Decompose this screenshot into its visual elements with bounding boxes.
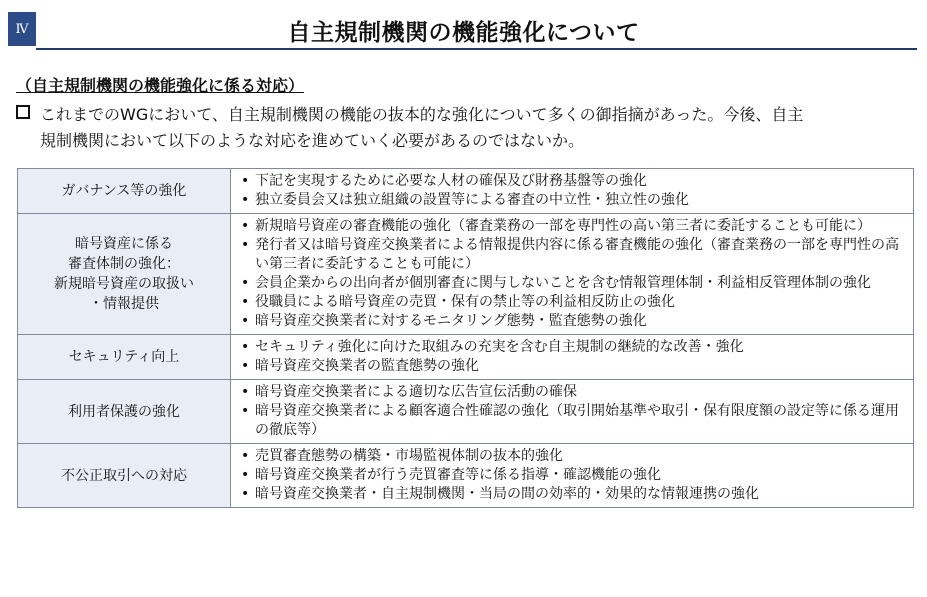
category-label: 利用者保護の強化 (68, 403, 180, 420)
category-cell (18, 169, 231, 214)
category-label: ガバナンス等の強化 (61, 183, 187, 199)
category-label: セキュリティ向上 (68, 349, 180, 365)
measures-cell (231, 380, 914, 444)
measures-cell (231, 335, 914, 380)
category-cell (18, 380, 231, 444)
measure-item: • 役職員による暗号資産の売買・保有の禁止等の利益相反防止の強化 (241, 293, 905, 312)
measure-list (241, 447, 905, 504)
category-cell (18, 335, 231, 380)
measure-item: • 下記を実現するために必要な人材の確保及び財務基盤等の強化 (241, 172, 905, 191)
measure-list (241, 383, 905, 440)
measure-list (241, 338, 905, 376)
lead-line-2: 規制機関において以下のような対応を進めていく必要があるのではないか。 (40, 131, 585, 150)
measure-item: • 売買審査態勢の構築・市場監視体制の抜本的強化 (241, 447, 905, 466)
measure-item: • 暗号資産交換業者による適切な広告宣伝活動の確保 (241, 383, 905, 402)
measure-item: • セキュリティ強化に向けた取組みの充実を含む自主規制の継続的な改善・強化 (241, 338, 905, 357)
measure-item: • 新規暗号資産の審査機能の強化（審査業務の一部を専門性の高い第三者に委託することも可能に） (241, 217, 905, 236)
table-row (18, 335, 914, 380)
measures-cell (231, 169, 914, 214)
measure-list (241, 172, 905, 210)
measure-item: • 暗号資産交換業者が行う売買審査等に係る指導・確認機能の強化 (241, 466, 905, 485)
measures-cell (231, 444, 914, 508)
category-label: ・情報提供 (89, 296, 159, 312)
category-label: 暗号資産に係る (75, 236, 173, 252)
page-title: 自主規制機関の機能強化について (287, 20, 640, 46)
category-cell (18, 214, 231, 335)
checkbox-bullet-icon (16, 105, 30, 119)
category-label: 審査体制の強化： (68, 256, 180, 272)
category-label: 不公正取引への対応 (61, 467, 187, 484)
measure-item: • 暗号資産交換業者に対するモニタリング態勢・監査態勢の強化 (241, 312, 905, 331)
category-label: 新規暗号資産の取扱い (54, 276, 194, 292)
measures-cell (231, 214, 914, 335)
measure-list (241, 217, 905, 331)
section-number-badge: Ⅳ (8, 12, 36, 46)
table-row (18, 380, 914, 444)
lead-paragraph (16, 102, 916, 154)
measure-item: • 独立委員会又は独立組織の設置等による審査の中立性・独立性の強化 (241, 191, 905, 210)
measure-item: • 暗号資産交換業者の監査態勢の強化 (241, 357, 905, 376)
measure-item: • 暗号資産交換業者による顧客適合性確認の強化（取引開始基準や取引・保有限度額の設定等に係る運用の徹底等） (241, 402, 905, 440)
table-row (18, 444, 914, 508)
category-cell (18, 444, 231, 508)
table-row (18, 214, 914, 335)
measure-item: • 暗号資産交換業者・自主規制機関・当局の間の効率的・効果的な情報連携の強化 (241, 485, 905, 504)
section-heading: （自主規制機関の機能強化に係る対応） (16, 76, 305, 95)
table-row (18, 169, 914, 214)
measure-item: • 会員企業からの出向者が個別審査に関与しないことを含む情報管理体制・利益相反管理体制の強化 (241, 274, 905, 293)
measure-item: • 発行者又は暗号資産交換業者による情報提供内容に係る審査機能の強化（審査業務の一部を専門性の高い第三者に委託することも可能に） (241, 236, 905, 274)
title-underline (36, 48, 917, 50)
measures-table (17, 168, 914, 508)
lead-line-1: これまでのWGにおいて、自主規制機関の機能の抜本的な強化について多くの御指摘があった。今後、自主 (40, 105, 804, 124)
